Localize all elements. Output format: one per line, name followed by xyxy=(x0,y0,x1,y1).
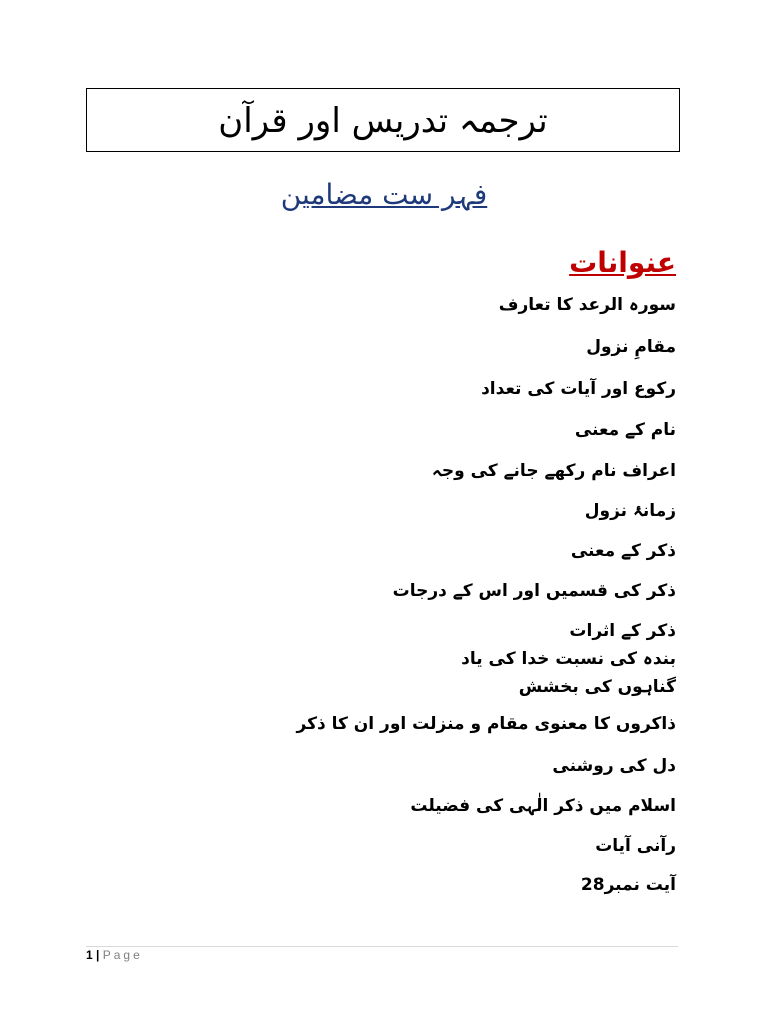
toc-item: رکوع اور آیات کی تعداد xyxy=(481,379,676,399)
footer-divider xyxy=(86,946,678,947)
topics-heading: عنوانات xyxy=(569,246,676,279)
toc-item: ذکر کے اثرات xyxy=(569,621,676,641)
footer-separator: | xyxy=(96,948,100,962)
toc-item: ذاکروں کا معنوی مقام و منزلت اور ان کا ذکر xyxy=(296,714,676,734)
table-of-contents-heading: فہر ست مضامین xyxy=(280,178,488,211)
toc-item: ذکر کی قسمیں اور اس کے درجات xyxy=(392,581,676,601)
toc-item: آیت نمبر28 xyxy=(580,875,676,895)
title-box xyxy=(86,88,680,152)
toc-item: اعراف نام رکھے جانے کی وجہ xyxy=(431,461,676,481)
toc-item: زمانۂ نزول xyxy=(584,501,676,521)
toc-item: بندہ کی نسبت خدا کی یاد xyxy=(461,649,676,669)
toc-item: گناہوں کی بخشش xyxy=(518,677,676,697)
toc-item: دل کی روشنی xyxy=(552,756,676,776)
page-number: 1 xyxy=(86,948,93,962)
toc-item: سورہ الرعد کا تعارف xyxy=(498,295,676,315)
page-footer xyxy=(86,948,143,962)
toc-item: نام کے معنی xyxy=(574,420,676,440)
page-label: Page xyxy=(102,948,143,962)
document-title: ترجمہ تدریس اور قرآن xyxy=(218,100,548,141)
toc-item: مقامِ نزول xyxy=(586,337,676,357)
toc-item: ذکر کے معنی xyxy=(570,541,676,561)
toc-item: رآنی آیات xyxy=(595,836,676,856)
toc-item: اسلام میں ذکر الٰہی کی فضیلت xyxy=(410,796,676,816)
